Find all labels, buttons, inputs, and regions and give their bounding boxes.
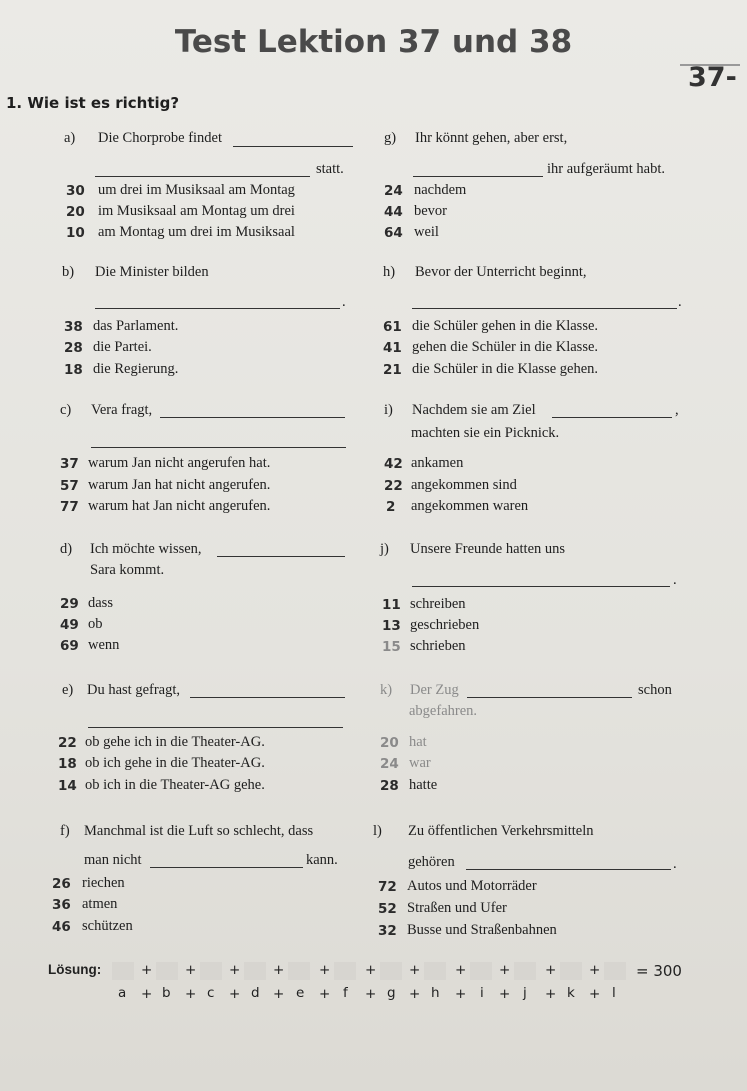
item-b-option-number: 18	[64, 362, 83, 378]
solution-box-d[interactable]	[244, 962, 266, 980]
item-f-text-2: man nicht	[84, 852, 142, 868]
item-l-text-end: .	[673, 856, 677, 872]
item-f-option-number: 36	[52, 897, 71, 913]
solution-letter-d: d	[251, 985, 260, 1001]
plus-sign: +	[455, 986, 467, 1002]
item-l-option-text: Busse und Straßenbahnen	[407, 922, 557, 938]
item-k-option-number: 24	[380, 756, 399, 772]
item-a-option-text: um drei im Musiksaal am Montag	[98, 182, 295, 198]
item-g-letter: g)	[384, 130, 397, 146]
item-c-blank-1[interactable]	[160, 417, 345, 418]
item-l-option-text: Autos und Motorräder	[407, 878, 537, 894]
plus-sign: +	[545, 962, 557, 978]
plus-sign: +	[409, 962, 421, 978]
item-e-blank-2[interactable]	[88, 727, 343, 728]
item-h-option-number: 21	[383, 362, 402, 378]
plus-sign: +	[409, 986, 421, 1002]
plus-sign: +	[141, 962, 153, 978]
item-e-option-text: ob gehe ich in die Theater-AG.	[85, 734, 265, 750]
item-c-option-number: 57	[60, 478, 79, 494]
item-c-option-text: warum Jan nicht angerufen hat.	[88, 455, 271, 471]
item-e-option-text: ob ich in die Theater-AG gehe.	[85, 777, 265, 793]
item-i-option-number: 42	[384, 456, 403, 472]
solution-letter-i: i	[480, 985, 484, 1001]
item-g-blank[interactable]	[413, 176, 543, 177]
item-f-letter: f)	[60, 823, 70, 839]
item-b-option-text: die Partei.	[93, 339, 152, 355]
item-h-letter: h)	[383, 264, 396, 280]
item-l-text: Zu öffentlichen Verkehrsmitteln	[408, 823, 594, 839]
item-k-letter: k)	[380, 682, 393, 698]
solution-letter-l: l	[612, 985, 616, 1001]
item-d-option-text: ob	[88, 616, 103, 632]
item-f-blank[interactable]	[150, 867, 303, 868]
item-e-letter: e)	[62, 682, 74, 698]
item-b-option-text: das Parlament.	[93, 318, 179, 334]
item-f-option-text: atmen	[82, 896, 118, 912]
item-g-text: Ihr könnt gehen, aber erst,	[415, 130, 568, 146]
plus-sign: +	[545, 986, 557, 1002]
solution-box-b[interactable]	[156, 962, 178, 980]
item-c-option-text: warum Jan hat nicht angerufen.	[88, 477, 271, 493]
item-l-option-text: Straßen und Ufer	[407, 900, 507, 916]
plus-sign: +	[499, 962, 511, 978]
item-b-letter: b)	[62, 264, 75, 280]
item-h-text-end: .	[678, 294, 682, 310]
item-d-option-number: 49	[60, 617, 79, 633]
plus-sign: +	[499, 986, 511, 1002]
item-c-blank-2[interactable]	[91, 447, 346, 448]
item-b-text: Die Minister bilden	[95, 264, 209, 280]
plus-sign: +	[229, 986, 241, 1002]
item-k-blank[interactable]	[467, 697, 632, 698]
item-c-letter: c)	[60, 402, 72, 418]
item-d-option-number: 29	[60, 596, 79, 612]
plus-sign: +	[273, 986, 285, 1002]
item-b-text-end: .	[342, 294, 346, 310]
item-l-text-2: gehören	[408, 854, 455, 870]
item-h-option-number: 41	[383, 340, 402, 356]
solution-letter-a: a	[118, 985, 127, 1001]
item-j-option-text: geschrieben	[410, 617, 480, 633]
item-d-text-2: Sara kommt.	[90, 562, 165, 578]
item-i-letter: i)	[384, 402, 393, 418]
solution-box-i[interactable]	[470, 962, 492, 980]
solution-box-h[interactable]	[424, 962, 446, 980]
solution-letter-e: e	[296, 985, 305, 1001]
item-h-option-text: die Schüler in die Klasse gehen.	[412, 361, 599, 377]
plus-sign: +	[229, 962, 241, 978]
item-d-option-number: 69	[60, 638, 79, 654]
item-i-text-comma: ,	[675, 402, 679, 418]
item-j-text: Unsere Freunde hatten uns	[410, 541, 566, 557]
solution-letter-b: b	[162, 985, 171, 1001]
item-l-option-number: 32	[378, 923, 397, 939]
item-k-text-end: schon	[638, 682, 672, 698]
item-j-blank[interactable]	[412, 586, 670, 587]
item-a-option-text: im Musiksaal am Montag um drei	[98, 203, 295, 219]
solution-result: = 300	[636, 962, 682, 980]
item-j-option-text: schreiben	[410, 596, 466, 612]
item-i-text: Nachdem sie am Ziel	[412, 402, 536, 418]
item-k-option-text: hat	[409, 734, 427, 750]
plus-sign: +	[365, 962, 377, 978]
item-k-option-text: war	[409, 755, 431, 771]
item-g-text-end: ihr aufgeräumt habt.	[547, 161, 665, 177]
item-g-option-text: nachdem	[414, 182, 467, 198]
item-e-option-text: ob ich gehe in die Theater-AG.	[85, 755, 265, 771]
solution-letter-f: f	[343, 985, 348, 1001]
item-a-letter: a)	[64, 130, 76, 146]
plus-sign: +	[273, 962, 285, 978]
item-f-text: Manchmal ist die Luft so schlecht, dass	[84, 823, 314, 839]
task-heading: 1. Wie ist es richtig?	[6, 94, 180, 112]
item-c-option-number: 37	[60, 456, 79, 472]
item-e-option-number: 14	[58, 778, 77, 794]
solution-letter-g: g	[387, 985, 396, 1001]
solution-box-f[interactable]	[334, 962, 356, 980]
item-g-option-number: 24	[384, 183, 403, 199]
item-d-blank[interactable]	[217, 556, 345, 557]
item-f-option-number: 46	[52, 919, 71, 935]
item-a-blank-2[interactable]	[95, 176, 310, 177]
plus-sign: +	[455, 962, 467, 978]
item-j-option-text: schrieben	[410, 638, 466, 654]
item-a-option-number: 20	[66, 204, 85, 220]
item-f-text-end: kann.	[306, 852, 338, 868]
item-h-option-text: die Schüler gehen in die Klasse.	[412, 318, 599, 334]
solution-box-c[interactable]	[200, 962, 222, 980]
item-k-text: Der Zug	[410, 682, 459, 698]
item-j-option-number: 15	[382, 639, 401, 655]
plus-sign: +	[319, 986, 331, 1002]
item-b-option-number: 38	[64, 319, 83, 335]
solution-box-e[interactable]	[288, 962, 310, 980]
item-g-option-number: 64	[384, 225, 403, 241]
item-j-letter: j)	[380, 541, 389, 557]
item-c-option-text: warum hat Jan nicht angerufen.	[88, 498, 271, 514]
item-h-text: Bevor der Unterricht beginnt,	[415, 264, 587, 280]
item-j-text-end: .	[673, 572, 677, 588]
plus-sign: +	[589, 986, 601, 1002]
solution-letter-c: c	[207, 985, 215, 1001]
item-k-option-number: 20	[380, 735, 399, 751]
item-i-text-2: machten sie ein Picknick.	[411, 425, 560, 441]
item-f-option-number: 26	[52, 876, 71, 892]
item-g-option-number: 44	[384, 204, 403, 220]
item-b-option-text: die Regierung.	[93, 361, 179, 377]
solution-letter-h: h	[431, 985, 440, 1001]
plus-sign: +	[185, 986, 197, 1002]
solution-letter-j: j	[523, 985, 527, 1001]
item-a-text-end: statt.	[316, 161, 344, 177]
item-i-option-text: angekommen waren	[411, 498, 529, 514]
item-d-option-text: dass	[88, 595, 113, 611]
item-k-option-number: 28	[380, 778, 399, 794]
item-d-letter: d)	[60, 541, 73, 557]
item-i-option-number: 22	[384, 478, 403, 494]
item-d-option-text: wenn	[88, 637, 120, 653]
solution-letter-k: k	[567, 985, 575, 1001]
plus-sign: +	[365, 986, 377, 1002]
item-k-option-text: hatte	[409, 777, 438, 793]
item-d-text: Ich möchte wissen,	[90, 541, 202, 557]
plus-sign: +	[141, 986, 153, 1002]
item-a-option-number: 10	[66, 225, 85, 241]
item-a-option-number: 30	[66, 183, 85, 199]
item-h-option-text: gehen die Schüler in die Klasse.	[412, 339, 599, 355]
item-l-option-number: 52	[378, 901, 397, 917]
item-i-option-text: ankamen	[411, 455, 464, 471]
item-l-blank[interactable]	[466, 869, 671, 870]
item-j-option-number: 11	[382, 597, 401, 613]
item-h-blank[interactable]	[412, 308, 677, 309]
item-i-option-text: angekommen sind	[411, 477, 517, 493]
item-i-option-number: 2	[386, 499, 396, 515]
item-b-blank[interactable]	[95, 308, 340, 309]
solution-box-j[interactable]	[514, 962, 536, 980]
plus-sign: +	[319, 962, 331, 978]
item-e-option-number: 22	[58, 735, 77, 751]
solution-label: Lösung:	[48, 962, 102, 977]
plus-sign: +	[589, 962, 601, 978]
solution-box-k[interactable]	[560, 962, 582, 980]
item-e-text: Du hast gefragt,	[87, 682, 181, 698]
item-e-blank-1[interactable]	[190, 697, 345, 698]
item-g-option-text: bevor	[414, 203, 448, 219]
item-k-text-2: abgefahren.	[409, 703, 478, 719]
item-j-option-number: 13	[382, 618, 401, 634]
item-l-letter: l)	[373, 823, 382, 839]
item-c-text: Vera fragt,	[91, 402, 153, 418]
page-title: Test Lektion 37 und 38	[174, 24, 573, 60]
page-number: 37-	[688, 62, 737, 93]
item-a-text: Die Chorprobe findet	[98, 130, 223, 146]
item-e-option-number: 18	[58, 756, 77, 772]
solution-box-g[interactable]	[380, 962, 402, 980]
solution-box-l[interactable]	[604, 962, 626, 980]
item-i-blank[interactable]	[552, 417, 672, 418]
item-h-option-number: 61	[383, 319, 402, 335]
solution-box-a[interactable]	[112, 962, 134, 980]
plus-sign: +	[185, 962, 197, 978]
item-a-blank-1[interactable]	[233, 146, 353, 147]
item-a-option-text: am Montag um drei im Musiksaal	[98, 224, 295, 240]
item-b-option-number: 28	[64, 340, 83, 356]
item-f-option-text: riechen	[82, 875, 125, 891]
item-f-option-text: schützen	[82, 918, 133, 934]
item-g-option-text: weil	[414, 224, 439, 240]
item-l-option-number: 72	[378, 879, 397, 895]
item-c-option-number: 77	[60, 499, 79, 515]
